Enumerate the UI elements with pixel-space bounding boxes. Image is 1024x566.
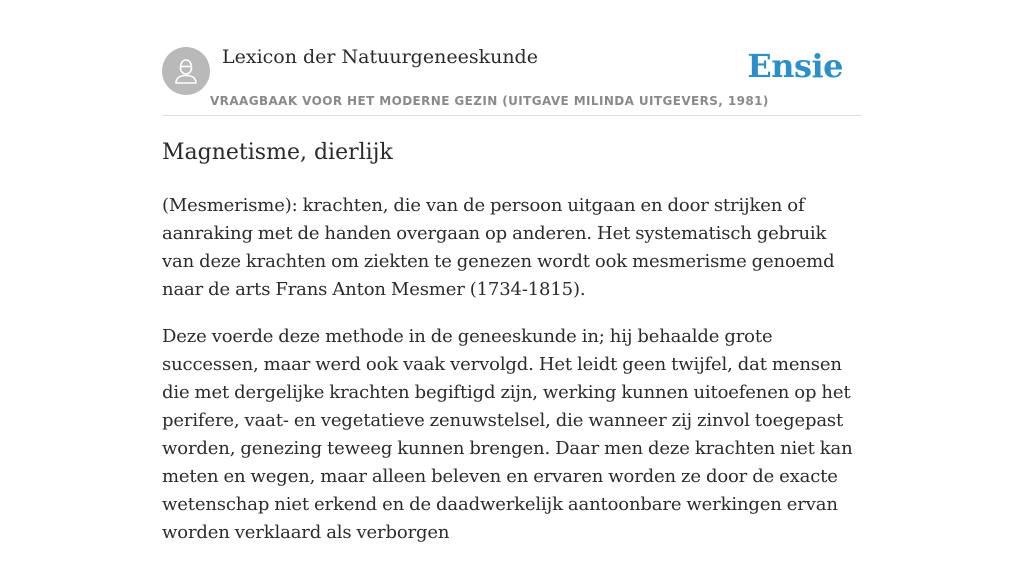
article-title: Magnetisme, dierlijk bbox=[162, 140, 393, 165]
source-header bbox=[162, 0, 862, 116]
article-paragraph: (Mesmerisme): krachten, die van de persoon uitgaan en door strijken of aanraking met de handen overgaan op anderen. Het systematisch gebruik van deze krachten om ziekten te genezen wordt ook mesmerisme genoemd naar de arts Frans Anton Mesmer (1734-1815). bbox=[162, 195, 835, 300]
brand-logo[interactable]: Ensie bbox=[747, 47, 843, 85]
source-avatar[interactable] bbox=[162, 47, 210, 95]
article-paragraph: Deze voerde deze methode in de geneeskunde in; hij behaalde grote successen, maar werd ook vaak vervolgd. Het leidt geen twijfel, dat mensen die met dergelijke krachten begiftigd zijn, werking kunnen uitoefenen op het perifere, vaat- en vegetatieve zenuwstelsel, die wanneer zij zinvol toegepast worden, genezing teweeg kunnen brengen. Daar men deze krachten niet kan meten en wegen, maar alleen beleven en ervaren worden ze door de exacte wetenschap niet erkend en de daadwerkelijk aantoonbare werkingen ervan worden verklaard als verborgen bbox=[162, 326, 853, 543]
source-subtitle: VRAAGBAAK VOOR HET MODERNE GEZIN (UITGAVE MILINDA UITGEVERS, 1981) bbox=[210, 94, 769, 108]
page-container bbox=[162, 0, 862, 543]
user-icon bbox=[162, 47, 210, 95]
source-title[interactable]: Lexicon der Natuurgeneeskunde bbox=[222, 46, 538, 68]
article-body bbox=[162, 192, 862, 566]
